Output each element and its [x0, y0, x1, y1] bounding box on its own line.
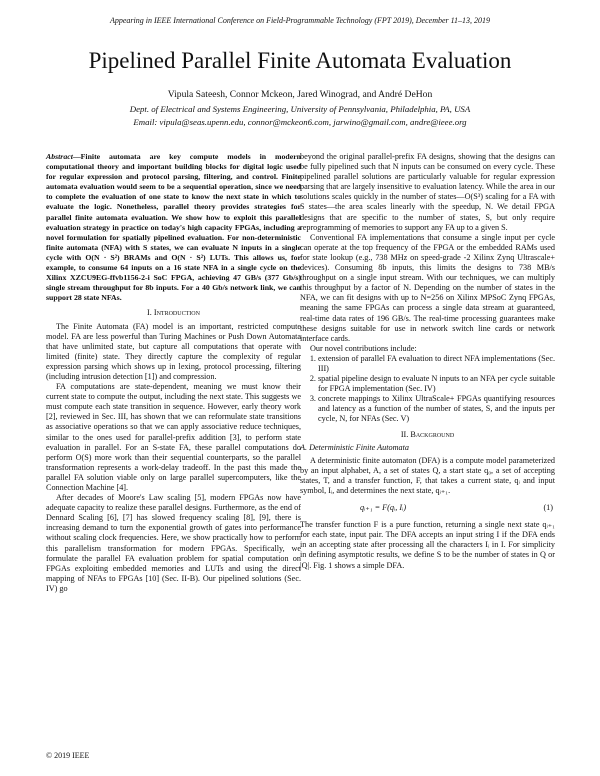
section-heading-introduction: I. Introduction: [147, 308, 200, 318]
intro-paragraph-5: Conventional FA implementations that consume a single input per cycle can operate at the top frequency of the FPGA or the embedded RAMs used for state lookup (e.g., 738 MHz on speed-grade -2 Xilinx Zynq Ultrascale+ devices). Consuming 8b inputs, this limits the designs to 738 MB/s throughput on a single input stream. With our techniques, we can multiply this throughput by a factor of N. Depending on the number of states in the NFA, we can fit designs with up to N=256 on Xilinx MPSoC Zynq FPGAs, meaning the same FPGAs can process a single data stream at guaranteed, real-time data rates of 196 GB/s. The real-time processing guarantees make these designs suitable for use in network switch line cards or network interface cards.: [300, 232, 555, 343]
equation-body: qᵢ₊₁ = F(qᵢ, Iᵢ): [360, 503, 407, 513]
contribution-item: 1. extension of parallel FA evaluation to direct NFA implementations (Sec. III): [318, 354, 555, 374]
author-list: Vipula Sateesh, Connor Mckeon, Jared Winograd, and André DeHon: [167, 89, 433, 100]
intro-paragraph-4: beyond the original parallel-prefix FA designs, showing that the designs can be fully pipelined such that N inputs can be consumed on every cycle. These pipelined parallel solutions are particularly valuable for regular expression parsing that are largely insensitive to evaluation latency. While the area in our solutions scales quickly in the number of states—O(S³) scaling for a FA with S states—the area scales linearly with the speedup, N. We detail FPGA designs that are specific to the number of states, S, but only require reprogramming of memories to support any FA up to a given S.: [300, 152, 555, 232]
author-emails: Email: vipula@seas.upenn.edu, connor@mckeon6.com, jarwino@gmail.com, andre@ieee.org: [133, 117, 467, 127]
copyright-notice: © 2019 IEEE: [46, 751, 90, 760]
right-column: [300, 152, 555, 571]
equation-1: [300, 496, 555, 520]
venue-header: Appearing in IEEE International Conference on Field-Programmable Technology (FPT 2019), December 11–13, 2019: [109, 16, 491, 25]
intro-paragraph-3: After decades of Moore's Law scaling [5], modern FPGAs now have adequate capacity to realize these parallel designs. Furthermore, as the end of Dennard Scaling [6], [7] has slowed frequency scaling [8], [9], there is increasing demand to turn the exponential growth of gates into performance without scaling clock frequencies. Here, we show practically how to perform this parallelism transformation for modern FPGAs. Specifically, we formulate the parallel FA evaluation problem for spatial computation on FPGAs exploiting embedded memories and LUTs and using the direct mapping of NFAs to FPGAs [10] (Sec. II-B). Our pipelined solutions (Sec. IV) go: [46, 493, 301, 593]
contribution-item: 2. spatial pipeline design to evaluate N inputs to an NFA per cycle suitable for FPGA implementation (Sec. IV): [318, 374, 555, 394]
background-paragraph-2: The transfer function F is a pure function, returning a single next state qᵢ₊₁ for each state, input pair. The DFA accepts an input string I if the DFA ends in an accepting state after processing all the characters Iᵢ in I. For simplicity in defining asymptotic results, we define S to be the number of states in Q or |Q|. Fig. 1 shows a simple DFA.: [300, 520, 555, 570]
left-column: [46, 152, 301, 594]
contributions-intro: Our novel contributions include:: [310, 343, 417, 353]
subsection-heading-dfa: A. Deterministic Finite Automata: [300, 442, 409, 452]
intro-paragraph-2: FA computations are state-dependent, meaning we must know their current state to compute the output, including the next state. This suggests we must compute each state transition in sequence. However, early theory work [2], reviewed in Sec. III, has shown that we can reformulate state transitions as associative operations so that we can apply associative reduce techniques, similar to the ones used for parallel-prefix addition [3], to perform state evaluation in parallel. For an S-state FA, these parallel computations do perform O(S) more work than their sequential counterparts, so the parallel transformation represents a work-delay tradeoff. In the past this made the parallel FA solution viable only on large parallel supercomputers, like the Connection Machine [4].: [46, 382, 301, 492]
background-paragraph-1: A deterministic finite automaton (DFA) is a compute model parameterized by an input alphabet, A, a set of states Q, a start state q₀, a set of accepting states, T, and a transfer function, F, that takes a current state, qᵢ and input symbol, Iᵢ, and determines the next state, qᵢ₊₁.: [300, 455, 555, 495]
abstract-label: Abstract: [46, 152, 73, 161]
intro-paragraph-1: The Finite Automata (FA) model is an important, restricted compute model. FA are less powerful than Turing Machines or Push Down Automata that have unlimited state, but capture all computations that operate with limited (finite) state. They directly capture the complexity of regular expression parsing which shows up in lexing, protocol processing, filtering (including intrusion detection [1]) and compression.: [46, 321, 301, 381]
section-heading-background: II. Background: [400, 429, 455, 439]
paper-title: Pipelined Parallel Finite Automata Evaluation: [88, 48, 512, 73]
equation-number: (1): [543, 503, 553, 513]
abstract: [46, 152, 301, 303]
contribution-list: [300, 354, 555, 425]
affiliation: Dept. of Electrical and Systems Engineering, University of Pennsylvania, Philadelphia, PA, USA: [129, 104, 471, 114]
abstract-text: —Finite automata are key compute models in modern computational theory and important building blocks for digital logic used for regular expression and protocol parsing, filtering, and control. Finite automata evaluation would seem to be a sequential operation, since we need to complete the evaluation of one state to know the next state in which to evaluate the logic. Nonetheless, parallel theory provides strategies for parallel finite automata evaluation. We show how to exploit this parallel evaluation strategy in practice on today's high capacity FPGAs, including a novel formulation for spatially pipelined evaluation. For non-deterministic finite automata (NFA) with S states, we can evaluate N inputs in a single cycle with O(N · S²) BRAMs and O(N · S²) LUTs. This allows us, for example, to consume 64 inputs on a 16 state NFA in a single cycle on the Xilinx XZCU9EG-ffvb1156-2-i SoC FPGA, achieving 47 GB/s (377 Gb/s) single stream throughput for 8b inputs. For a 40 Gb/s network link, we can support 28 state NFAs.: [46, 152, 301, 303]
contribution-item: 3. concrete mappings to Xilinx UltraScale+ FPGAs quantifying resources and latency as a function of the number of states, S, and the inputs per cycle, N, for NFAs (Sec. V): [318, 394, 555, 424]
